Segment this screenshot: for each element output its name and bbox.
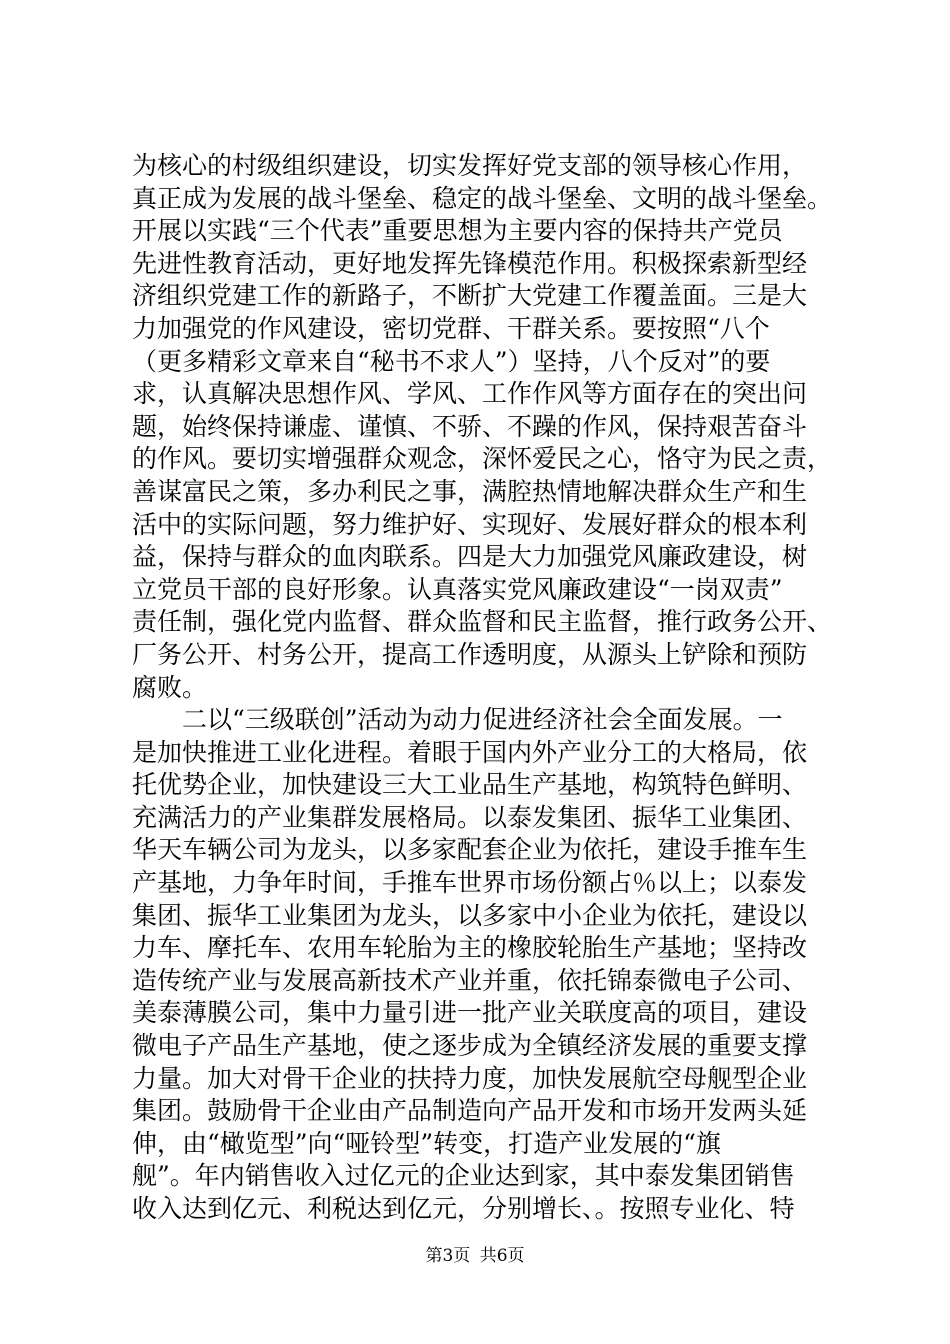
text-line: 立党员干部的良好形象。认真落实党风廉政建设“一岗双责”	[132, 574, 783, 604]
text-line: 真正成为发展的战斗堡垒、稳定的战斗堡垒、文明的战斗堡垒。	[132, 183, 833, 213]
body-text	[132, 150, 832, 1226]
text-line: 造传统产业与发展高新技术产业并重，依托锦泰微电子公司、	[132, 965, 808, 995]
text-line: 充满活力的产业集群发展格局。以泰发集团、振华工业集团、	[132, 802, 808, 832]
text-line: 先进性教育活动，更好地发挥先锋模范作用。积极探索新型经	[132, 248, 808, 278]
text-line: 集团。鼓励骨干企业由产品制造向产品开发和市场开发两头延	[132, 1096, 808, 1126]
page-number: 第3页	[425, 1246, 471, 1266]
text-line: 开展以实践“三个代表”重要思想为主要内容的保持共产党员	[132, 216, 783, 246]
text-line: 舰”。年内销售收入过亿元的企业达到家，其中泰发集团销售	[132, 1161, 795, 1191]
text-line: 活中的实际问题，努力维护好、实现好、发展好群众的根本利	[132, 509, 808, 539]
text-line: 力量。加大对骨干企业的扶持力度，加快发展航空母舰型企业	[132, 1063, 808, 1093]
text-line: 题，始终保持谦虚、谨慎、不骄、不躁的作风，保持艰苦奋斗	[132, 411, 808, 441]
text-line: 的作风。要切实增强群众观念，深怀爱民之心，恪守为民之责，	[132, 444, 833, 474]
text-line: 微电子产品生产基地，使之逐步成为全镇经济发展的重要支撑	[132, 1031, 808, 1061]
text-line: 美泰薄膜公司，集中力量引进一批产业关联度高的项目，建设	[132, 998, 808, 1028]
text-line: 收入达到亿元、利税达到亿元，分别增长、。按照专业化、特	[132, 1194, 795, 1223]
text-line: 益，保持与群众的血肉联系。四是大力加强党风廉政建设，树	[132, 542, 808, 572]
page-footer	[0, 1244, 950, 1268]
text-line: 力加强党的作风建设，密切党群、干群关系。要按照“八个	[132, 313, 770, 343]
text-line: 托优势企业，加快建设三大工业品生产基地，构筑特色鲜明、	[132, 770, 808, 800]
text-line: 求，认真解决思想作风、学风、工作作风等方面存在的突出问	[132, 379, 808, 409]
text-line: 华天车辆公司为龙头，以多家配套企业为依托，建设手推车生	[132, 835, 808, 865]
text-line: 二以“三级联创”活动为动力促进经济社会全面发展。一	[132, 705, 783, 735]
text-line: 是加快推进工业化进程。着眼于国内外产业分工的大格局，依	[132, 737, 808, 767]
text-line: 济组织党建工作的新路子，不断扩大党建工作覆盖面。三是大	[132, 281, 808, 311]
text-line: （更多精彩文章来自“秘书不求人”）坚持，八个反对”的要	[132, 346, 771, 376]
text-line: 责任制，强化党内监督、群众监督和民主监督，推行政务公开、	[132, 607, 833, 637]
text-line: 力车、摩托车、农用车轮胎为主的橡胶轮胎生产基地；坚持改	[132, 933, 808, 963]
text-line: 产基地，力争年时间，手推车世界市场份额占％以上；以泰发	[132, 868, 808, 898]
page-total: 共6页	[479, 1246, 525, 1266]
text-line: 厂务公开、村务公开，提高工作透明度，从源头上铲除和预防	[132, 639, 808, 669]
text-line: 伸，由“橄览型”向“哑铃型”转变，打造产业发展的“旗	[132, 1128, 721, 1158]
text-line: 集团、振华工业集团为龙头，以多家中小企业为依托，建设以	[132, 900, 808, 930]
text-line: 善谋富民之策，多办利民之事，满腔热情地解决群众生产和生	[132, 476, 808, 506]
text-line: 为核心的村级组织建设，切实发挥好党支部的领导核心作用，	[132, 151, 808, 180]
text-line: 腐败。	[132, 672, 208, 702]
